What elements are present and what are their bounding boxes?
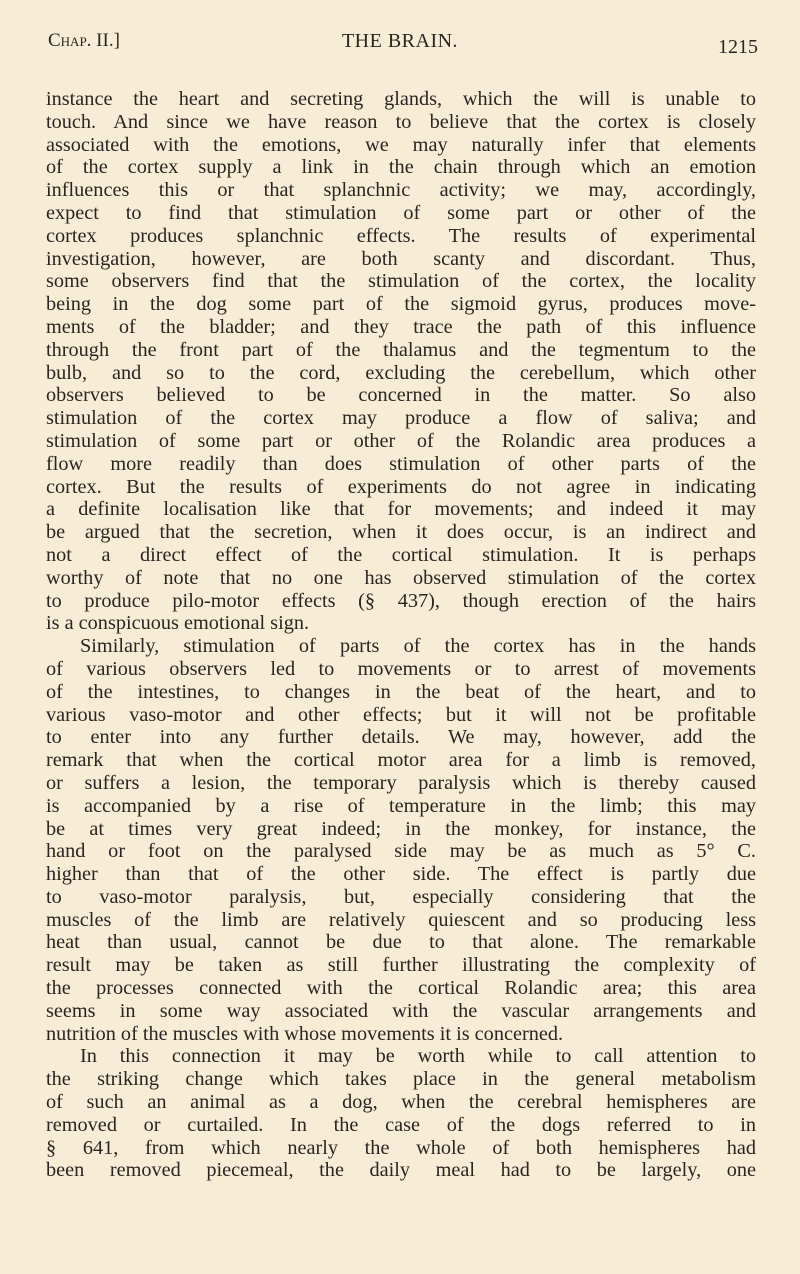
text-line: stimulation of some part or other of the Rolandic area produces a <box>46 429 756 452</box>
text-line: is accompanied by a rise of temperature in the limb; this may <box>46 794 756 817</box>
text-line: instance the heart and secreting glands, which the will is unable to <box>46 88 756 110</box>
text-line: worthy of note that no one has observed stimulation of the cortex <box>46 566 756 589</box>
text-line: In this connection it may be worth while to call attention to <box>80 1045 756 1068</box>
text-line: to produce pilo-motor effects (§ 437), though erection of the hairs <box>46 589 756 612</box>
text-line: higher than that of the other side. The effect is partly due <box>46 863 756 886</box>
text-line: remark that when the cortical motor area for a limb is removed, <box>46 749 756 772</box>
text-line: heat than usual, cannot be due to that alone. The remarkable <box>46 931 756 954</box>
text-line: to vaso-motor paralysis, but, especially considering that the <box>46 885 756 908</box>
text-line: expect to find that stimulation of some part or other of the <box>46 201 756 224</box>
text-line: a definite localisation like that for movements; and indeed it may <box>46 498 756 521</box>
text-line: hand or foot on the paralysed side may be as much as 5° C. <box>46 840 756 863</box>
text-line: been removed piecemeal, the daily meal had to be largely, one <box>46 1159 756 1182</box>
text-line: not a direct effect of the cortical stimulation. It is perhaps <box>46 543 756 566</box>
text-line: the processes connected with the cortical Rolandic area; this area <box>46 977 756 1000</box>
text-line: removed or curtailed. In the case of the dogs referred to in <box>46 1113 756 1136</box>
text-line: of various observers led to movements or to arrest of movements <box>46 657 756 680</box>
text-line: through the front part of the thalamus and the tegmentum to the <box>46 338 756 361</box>
text-line: nutrition of the muscles with whose movements it is concerned. <box>46 1022 564 1045</box>
text-line: bulb, and so to the cord, excluding the cerebellum, which other <box>46 361 756 384</box>
text-line: investigation, however, are both scanty and discordant. Thus, <box>46 247 756 270</box>
text-line: touch. And since we have reason to believe that the cortex is closely <box>46 110 756 133</box>
text-line: to enter into any further details. We may, however, add the <box>46 726 756 749</box>
text-line: cortex produces splanchnic effects. The results of experimental <box>46 224 756 247</box>
text-line: of such an animal as a dog, when the cerebral hemispheres are <box>46 1091 756 1114</box>
text-line: various vaso-motor and other effects; but it will not be profitable <box>46 703 756 726</box>
chapter-label: Chap. II.] <box>48 30 120 51</box>
text-line: cortex. But the results of experiments do not agree in indicating <box>46 475 756 498</box>
text-line: ments of the bladder; and they trace the path of this influence <box>46 315 756 338</box>
text-line: some observers find that the stimulation of the cortex, the locality <box>46 270 756 293</box>
text-line: of the intestines, to changes in the beat of the heart, and to <box>46 680 756 703</box>
text-line: associated with the emotions, we may naturally infer that elements <box>46 133 756 156</box>
text-line: observers believed to be concerned in the matter. So also <box>46 384 756 407</box>
text-line: is a conspicuous emotional sign. <box>46 612 310 635</box>
text-line: or suffers a lesion, the temporary paralysis which is thereby caused <box>46 771 756 794</box>
text-line: Similarly, stimulation of parts of the cortex has in the hands <box>80 635 756 658</box>
text-line: § 641, from which nearly the whole of both hemispheres had <box>46 1136 756 1159</box>
running-title: THE BRAIN. <box>341 30 459 52</box>
text-line: be at times very great indeed; in the monkey, for instance, the <box>46 817 756 840</box>
paragraph <box>46 1045 756 1182</box>
paragraph <box>46 88 756 635</box>
paragraph <box>46 635 756 1045</box>
text-line: being in the dog some part of the sigmoid gyrus, produces move- <box>46 293 756 316</box>
text-line: seems in some way associated with the vascular arrangements and <box>46 999 756 1022</box>
text-line: of the cortex supply a link in the chain through which an emotion <box>46 156 756 179</box>
text-line: stimulation of the cortex may produce a flow of saliva; and <box>46 407 756 430</box>
text-line: be argued that the secretion, when it does occur, is an indirect and <box>46 521 756 544</box>
text-line: flow more readily than does stimulation of other parts of the <box>46 452 756 475</box>
text-line: influences this or that splanchnic activity; we may, accordingly, <box>46 179 756 202</box>
body-text <box>46 88 756 1182</box>
text-line: result may be taken as still further illustrating the complexity of <box>46 954 756 977</box>
text-line: the striking change which takes place in the general metabolism <box>46 1068 756 1091</box>
text-line: muscles of the limb are relatively quiescent and so producing less <box>46 908 756 931</box>
page-number: 1215 <box>718 36 758 58</box>
